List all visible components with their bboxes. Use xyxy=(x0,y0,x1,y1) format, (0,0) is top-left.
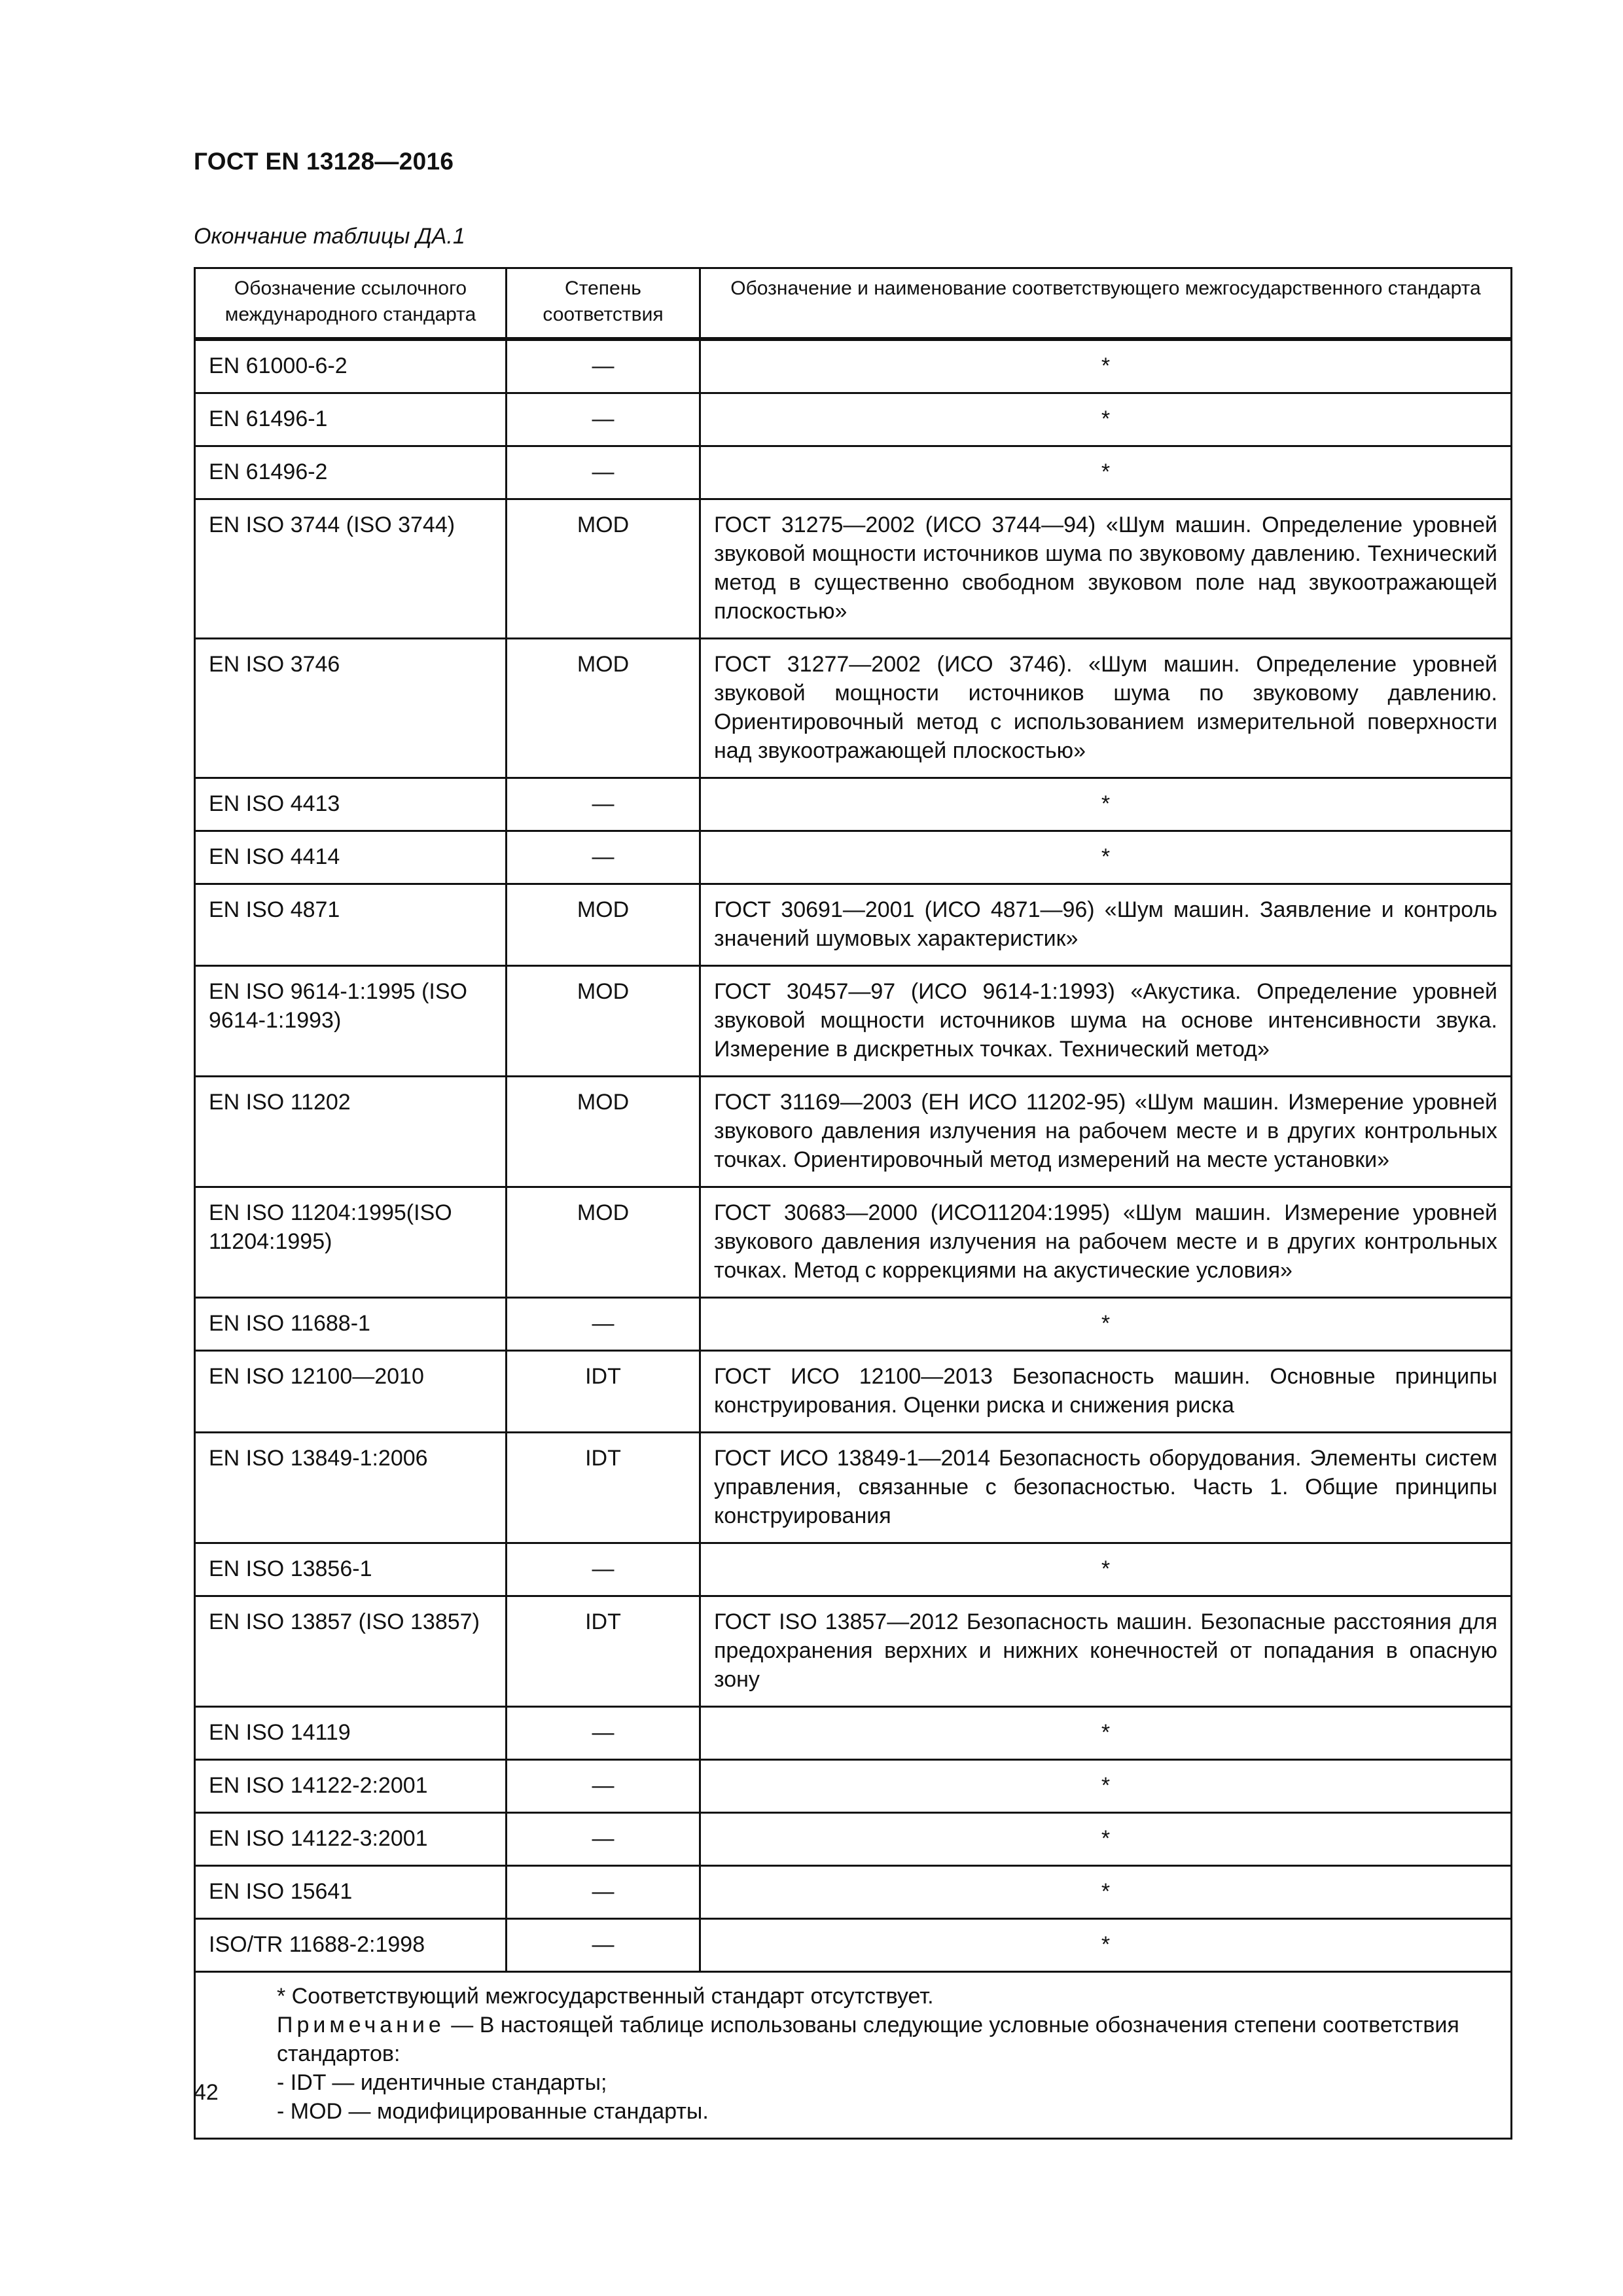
interstate-standard-cell: ГОСТ ИСО 12100—2013 Безопасность машин. Основные принципы конструирования. Оценки риска и снижения риска xyxy=(700,1351,1512,1433)
interstate-standard-cell: ГОСТ 31277—2002 (ИСО 3746). «Шум машин. Определение уровней звуковой мощности источников шума по звуковому давлению. Ориентировочный метод с использованием измерительной поверхности над звукоотражающей плоскостью» xyxy=(700,639,1512,778)
conformity-degree-cell: — xyxy=(507,1543,700,1596)
reference-standard-cell: EN 61496-1 xyxy=(195,393,507,446)
conformity-degree-cell: — xyxy=(507,1707,700,1760)
interstate-standard-cell: * xyxy=(700,339,1512,393)
table-header-row xyxy=(195,268,1512,340)
interstate-standard-cell: * xyxy=(700,778,1512,831)
reference-standard-cell: EN ISO 13857 (ISO 13857) xyxy=(195,1596,507,1707)
table-row xyxy=(195,1866,1512,1919)
table-row xyxy=(195,1351,1512,1433)
footnote-text: * Соответствующий межгосударственный стандарт отсутствует. xyxy=(277,1984,934,2009)
conformity-degree-cell: — xyxy=(507,1919,700,1972)
reference-standard-cell: EN ISO 4871 xyxy=(195,884,507,966)
conformity-degree-cell: IDT xyxy=(507,1351,700,1433)
table-row xyxy=(195,639,1512,778)
note-text: — В настоящей таблице использованы следующие условные обозначения степени соответствия стандартов: xyxy=(277,2013,1459,2066)
conformity-degree-cell: MOD xyxy=(507,966,700,1077)
table-row xyxy=(195,1813,1512,1866)
table-row xyxy=(195,1707,1512,1760)
note-item-mod: - MOD — модифицированные стандарты. xyxy=(277,2099,709,2124)
interstate-standard-cell: * xyxy=(700,1760,1512,1813)
interstate-standard-cell: * xyxy=(700,1298,1512,1351)
column-header-degree: Степень соответствия xyxy=(507,268,700,340)
column-header-reference: Обозначение ссылочного международного стандарта xyxy=(195,268,507,340)
reference-standard-cell: EN ISO 13849-1:2006 xyxy=(195,1433,507,1543)
conformity-degree-cell: MOD xyxy=(507,1187,700,1298)
table-row xyxy=(195,884,1512,966)
table-row xyxy=(195,1298,1512,1351)
reference-standard-cell: EN ISO 4413 xyxy=(195,778,507,831)
reference-standard-cell: EN ISO 12100—2010 xyxy=(195,1351,507,1433)
note-label: Примечание xyxy=(277,2013,445,2037)
reference-standard-cell: EN ISO 11202 xyxy=(195,1077,507,1187)
table-row xyxy=(195,339,1512,393)
conformity-degree-cell: — xyxy=(507,778,700,831)
reference-standard-cell: EN ISO 3744 (ISO 3744) xyxy=(195,499,507,639)
conformity-degree-cell: — xyxy=(507,1298,700,1351)
interstate-standard-cell: * xyxy=(700,831,1512,884)
reference-standard-cell: ISO/TR 11688-2:1998 xyxy=(195,1919,507,1972)
note-paragraph xyxy=(211,2011,1495,2068)
interstate-standard-cell: ГОСТ 31275—2002 (ИСО 3744—94) «Шум машин. Определение уровней звуковой мощности источников шума по звуковому давлению. Технический метод в существенно свободном звуковом поле над звукоотражающей плоскостью» xyxy=(700,499,1512,639)
table-row xyxy=(195,1077,1512,1187)
interstate-standard-cell: ГОСТ 30691—2001 (ИСО 4871—96) «Шум машин. Заявление и контроль значений шумовых характеристик» xyxy=(700,884,1512,966)
conformity-degree-cell: — xyxy=(507,393,700,446)
reference-standard-cell: EN 61000-6-2 xyxy=(195,339,507,393)
table-notes-row xyxy=(195,1972,1512,2139)
table-row xyxy=(195,1596,1512,1707)
table-row xyxy=(195,966,1512,1077)
reference-standard-cell: EN ISO 9614-1:1995 (ISO 9614-1:1993) xyxy=(195,966,507,1077)
conformity-degree-cell: — xyxy=(507,339,700,393)
page-number: 42 xyxy=(194,2080,219,2105)
conformity-degree-cell: — xyxy=(507,1813,700,1866)
reference-standard-cell: EN ISO 15641 xyxy=(195,1866,507,1919)
conformity-degree-cell: — xyxy=(507,831,700,884)
table-row xyxy=(195,499,1512,639)
interstate-standard-cell: * xyxy=(700,1866,1512,1919)
interstate-standard-cell: * xyxy=(700,393,1512,446)
conformity-degree-cell: — xyxy=(507,1866,700,1919)
table-body xyxy=(195,339,1512,1972)
table-row xyxy=(195,1187,1512,1298)
conformity-degree-cell: MOD xyxy=(507,499,700,639)
interstate-standard-cell: ГОСТ 30683—2000 (ИСО11204:1995) «Шум машин. Измерение уровней звукового давления излучения на рабочем месте и в других контрольных точках. Метод с коррекциями на акустические условия» xyxy=(700,1187,1512,1298)
interstate-standard-cell: * xyxy=(700,1919,1512,1972)
table-row xyxy=(195,393,1512,446)
reference-standard-cell: EN ISO 3746 xyxy=(195,639,507,778)
table-row xyxy=(195,778,1512,831)
reference-standard-cell: EN ISO 11204:1995(ISO 11204:1995) xyxy=(195,1187,507,1298)
note-item-idt: - IDT — идентичные стандарты; xyxy=(277,2070,607,2095)
reference-standard-cell: EN ISO 4414 xyxy=(195,831,507,884)
interstate-standard-cell: ГОСТ ИСО 13849-1—2014 Безопасность оборудования. Элементы систем управления, связанные с безопасностью. Часть 1. Общие принципы конструирования xyxy=(700,1433,1512,1543)
table-row xyxy=(195,1919,1512,1972)
conformity-degree-cell: — xyxy=(507,446,700,499)
table-row xyxy=(195,1433,1512,1543)
table-row xyxy=(195,1543,1512,1596)
standards-table-container xyxy=(194,267,1510,2140)
interstate-standard-cell: ГОСТ ISO 13857—2012 Безопасность машин. Безопасные расстояния для предохранения верхних и нижних конечностей от попадания в опасную зону xyxy=(700,1596,1512,1707)
conformity-degree-cell: IDT xyxy=(507,1596,700,1707)
standards-table xyxy=(194,267,1512,2140)
table-caption: Окончание таблицы ДА.1 xyxy=(194,224,465,249)
interstate-standard-cell: ГОСТ 30457—97 (ИСО 9614-1:1993) «Акустика. Определение уровней звуковой мощности источников шума на основе интенсивности звука. Измерение в дискретных точках. Технический метод» xyxy=(700,966,1512,1077)
interstate-standard-cell: * xyxy=(700,1707,1512,1760)
conformity-degree-cell: — xyxy=(507,1760,700,1813)
interstate-standard-cell: * xyxy=(700,1543,1512,1596)
table-row xyxy=(195,1760,1512,1813)
conformity-degree-cell: MOD xyxy=(507,639,700,778)
reference-standard-cell: EN 61496-2 xyxy=(195,446,507,499)
reference-standard-cell: EN ISO 13856-1 xyxy=(195,1543,507,1596)
column-header-interstate-standard: Обозначение и наименование соответствующего межгосударственного стандарта xyxy=(700,268,1512,340)
interstate-standard-cell: ГОСТ 31169—2003 (ЕН ИСО 11202-95) «Шум машин. Измерение уровней звукового давления излучения на рабочем месте и в других контрольных точках. Ориентировочный метод измерений на месте установки» xyxy=(700,1077,1512,1187)
reference-standard-cell: EN ISO 14122-3:2001 xyxy=(195,1813,507,1866)
table-row xyxy=(195,831,1512,884)
conformity-degree-cell: IDT xyxy=(507,1433,700,1543)
interstate-standard-cell: * xyxy=(700,1813,1512,1866)
table-notes xyxy=(195,1972,1512,2139)
conformity-degree-cell: MOD xyxy=(507,1077,700,1187)
interstate-standard-cell: * xyxy=(700,446,1512,499)
document-code: ГОСТ EN 13128—2016 xyxy=(194,148,454,175)
conformity-degree-cell: MOD xyxy=(507,884,700,966)
reference-standard-cell: EN ISO 14119 xyxy=(195,1707,507,1760)
table-row xyxy=(195,446,1512,499)
reference-standard-cell: EN ISO 11688-1 xyxy=(195,1298,507,1351)
reference-standard-cell: EN ISO 14122-2:2001 xyxy=(195,1760,507,1813)
